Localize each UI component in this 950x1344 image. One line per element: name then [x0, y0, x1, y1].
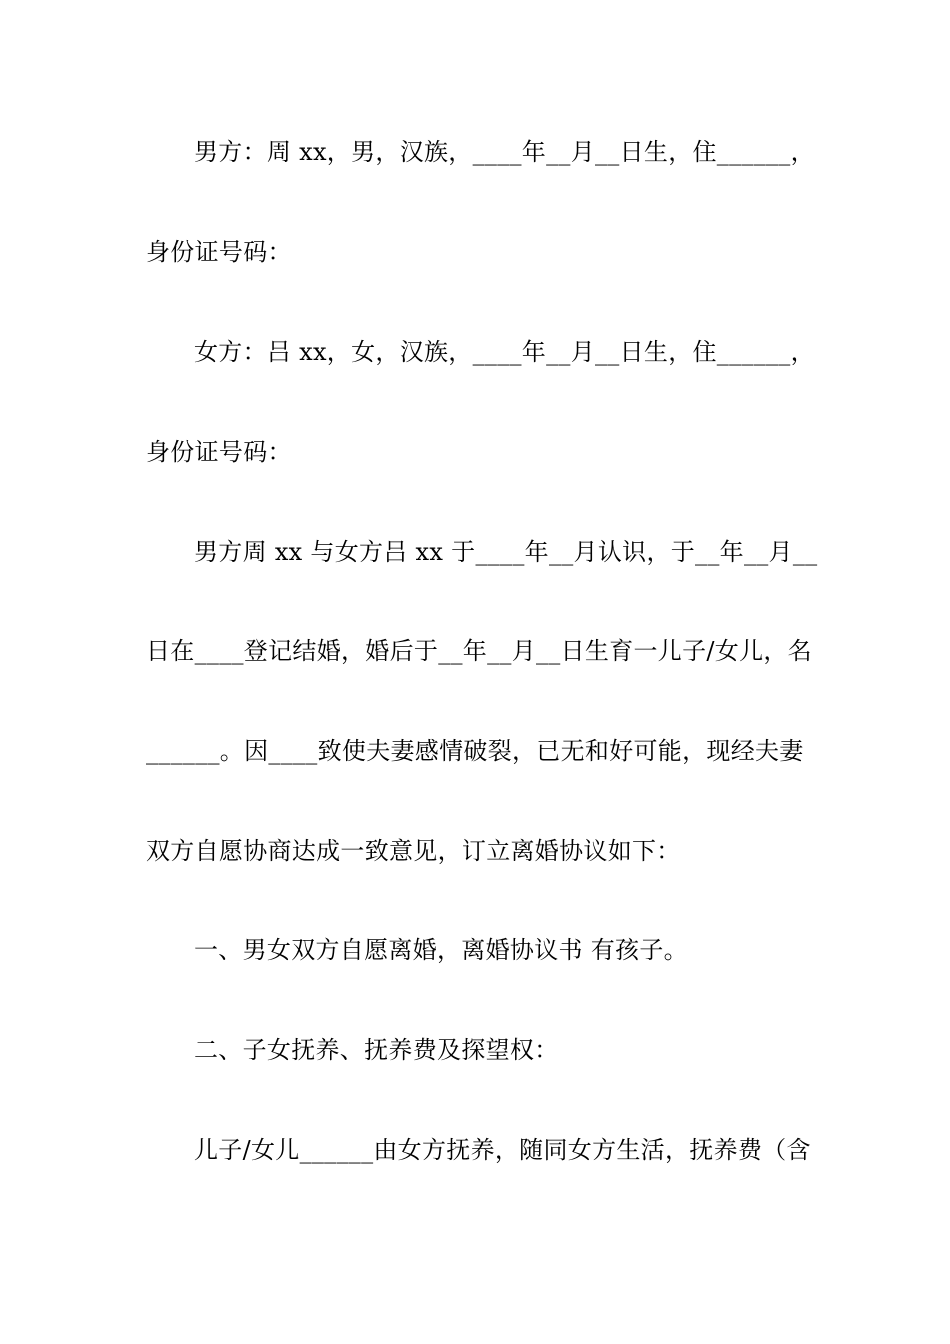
paragraph-female-id: 身份证号码：: [146, 438, 292, 466]
paragraph-background-line-1: 男方周 xx 与女方吕 xx 于____年__月认识，于__年__月__: [194, 538, 818, 566]
paragraph-male-id: 身份证号码：: [146, 238, 292, 266]
paragraph-background-line-2: 日在____登记结婚，婚后于__年__月__日生育一儿子/女儿，名: [146, 637, 812, 665]
paragraph-background-line-4: 双方自愿协商达成一致意见，订立离婚协议如下：: [146, 837, 681, 865]
paragraph-male-party: 男方：周 xx，男，汉族，____年__月__日生，住______，: [194, 138, 815, 166]
paragraph-background-line-3: ______。因____致使夫妻感情破裂，已无和好可能，现经夫妻: [146, 737, 804, 765]
clause-two-heading: 二、子女抚养、抚养费及探望权：: [194, 1036, 559, 1064]
paragraph-female-party: 女方：吕 xx，女，汉族，____年__月__日生，住______，: [194, 338, 815, 366]
clause-one: 一、男女双方自愿离婚，离婚协议书 有孩子。: [194, 936, 688, 964]
clause-two-body: 儿子/女儿______由女方抚养，随同女方生活，抚养费（含: [194, 1136, 811, 1164]
